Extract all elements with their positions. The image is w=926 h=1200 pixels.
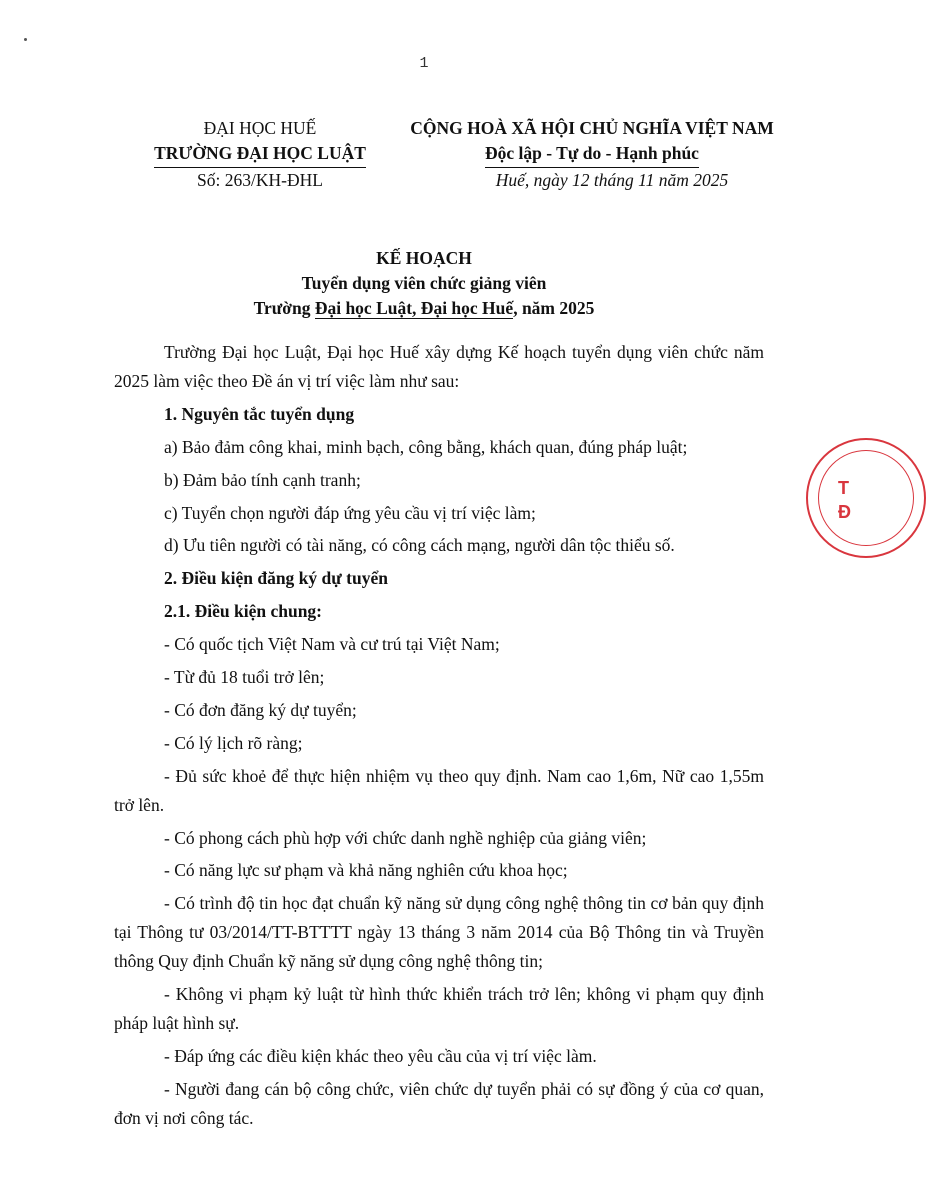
page-number: 1 <box>419 55 429 72</box>
document-number: Số: 263/KH-ĐHL <box>197 170 323 190</box>
national-header <box>392 116 792 193</box>
title-heading: KẾ HOẠCH <box>376 248 472 268</box>
issue-date: Huế, ngày 12 tháng 11 năm 2025 <box>495 170 729 190</box>
list-item: - Có đơn đăng ký dự tuyển; <box>164 699 357 720</box>
seal-letter: Đ <box>838 502 851 522</box>
document-body <box>114 338 764 1137</box>
section-1-heading: 1. Nguyên tắc tuyển dụng <box>164 403 355 424</box>
intro-paragraph: Trường Đại học Luật, Đại học Huế xây dựng Kế hoạch tuyển dụng viên chức năm 2025 làm việc theo Đề án vị trí việc làm như sau: <box>114 342 764 391</box>
official-seal-inner-ring <box>818 450 914 546</box>
section-2-heading: 2. Điều kiện đăng ký dự tuyển <box>164 568 388 589</box>
list-item: - Có phong cách phù hợp với chức danh nghề nghiệp của giảng viên; <box>164 827 647 848</box>
list-item: - Người đang cán bộ công chức, viên chức dự tuyển phải có sự đồng ý của cơ quan, đơn vị nơi công tác. <box>114 1079 764 1129</box>
document-title <box>0 246 848 321</box>
list-item: - Có quốc tịch Việt Nam và cư trú tại Việt Nam; <box>164 634 500 655</box>
list-item: d) Ưu tiên người có tài năng, có công cách mạng, người dân tộc thiểu số. <box>164 535 675 556</box>
national-motto: Độc lập - Tự do - Hạnh phúc <box>485 141 699 168</box>
list-item: - Đáp ứng các điều kiện khác theo yêu cầu của vị trí việc làm. <box>164 1046 597 1067</box>
parent-organization: ĐẠI HỌC HUẾ <box>203 118 317 138</box>
scan-speck <box>24 38 27 41</box>
official-seal <box>806 438 926 558</box>
list-item: b) Đảm bảo tính cạnh tranh; <box>164 469 361 490</box>
title-line-2 <box>0 296 848 321</box>
list-item: c) Tuyển chọn người đáp ứng yêu cầu vị trí việc làm; <box>164 502 536 523</box>
title-line-2-part: , năm 2025 <box>513 298 595 318</box>
country-name: CỘNG HOÀ XÃ HỘI CHỦ NGHĨA VIỆT NAM <box>410 118 774 138</box>
title-line-1: Tuyển dụng viên chức giảng viên <box>301 273 547 293</box>
issuing-school: TRƯỜNG ĐẠI HỌC LUẬT <box>154 141 366 168</box>
title-line-2-underlined: Đại học Luật, Đại học Huế <box>314 298 514 318</box>
issuer-header <box>130 116 390 193</box>
list-item: - Có trình độ tin học đạt chuẩn kỹ năng sử dụng công nghệ thông tin cơ bản quy định tại Thông tư 03/2014/TT-BTTTT ngày 13 tháng 3 năm 2014 của Bộ Thông tin và Truyền thông Quy định Chuẩn kỹ năng sử dụng công nghệ thông tin; <box>114 893 764 972</box>
seal-letter: T <box>838 478 849 498</box>
list-item: - Đủ sức khoẻ để thực hiện nhiệm vụ theo quy định. Nam cao 1,6m, Nữ cao 1,55m trở lên. <box>114 765 764 815</box>
title-line-2-part: Trường <box>253 298 315 318</box>
section-2-1-heading: 2.1. Điều kiện chung: <box>164 601 323 622</box>
list-item: - Có năng lực sư phạm và khả năng nghiên cứu khoa học; <box>164 860 568 881</box>
list-item: a) Bảo đảm công khai, minh bạch, công bằng, khách quan, đúng pháp luật; <box>164 436 688 457</box>
list-item: - Từ đủ 18 tuổi trở lên; <box>164 667 325 688</box>
list-item: - Có lý lịch rõ ràng; <box>164 732 303 753</box>
list-item: - Không vi phạm kỷ luật từ hình thức khiển trách trở lên; không vi phạm quy định pháp luật hình sự. <box>114 984 764 1034</box>
